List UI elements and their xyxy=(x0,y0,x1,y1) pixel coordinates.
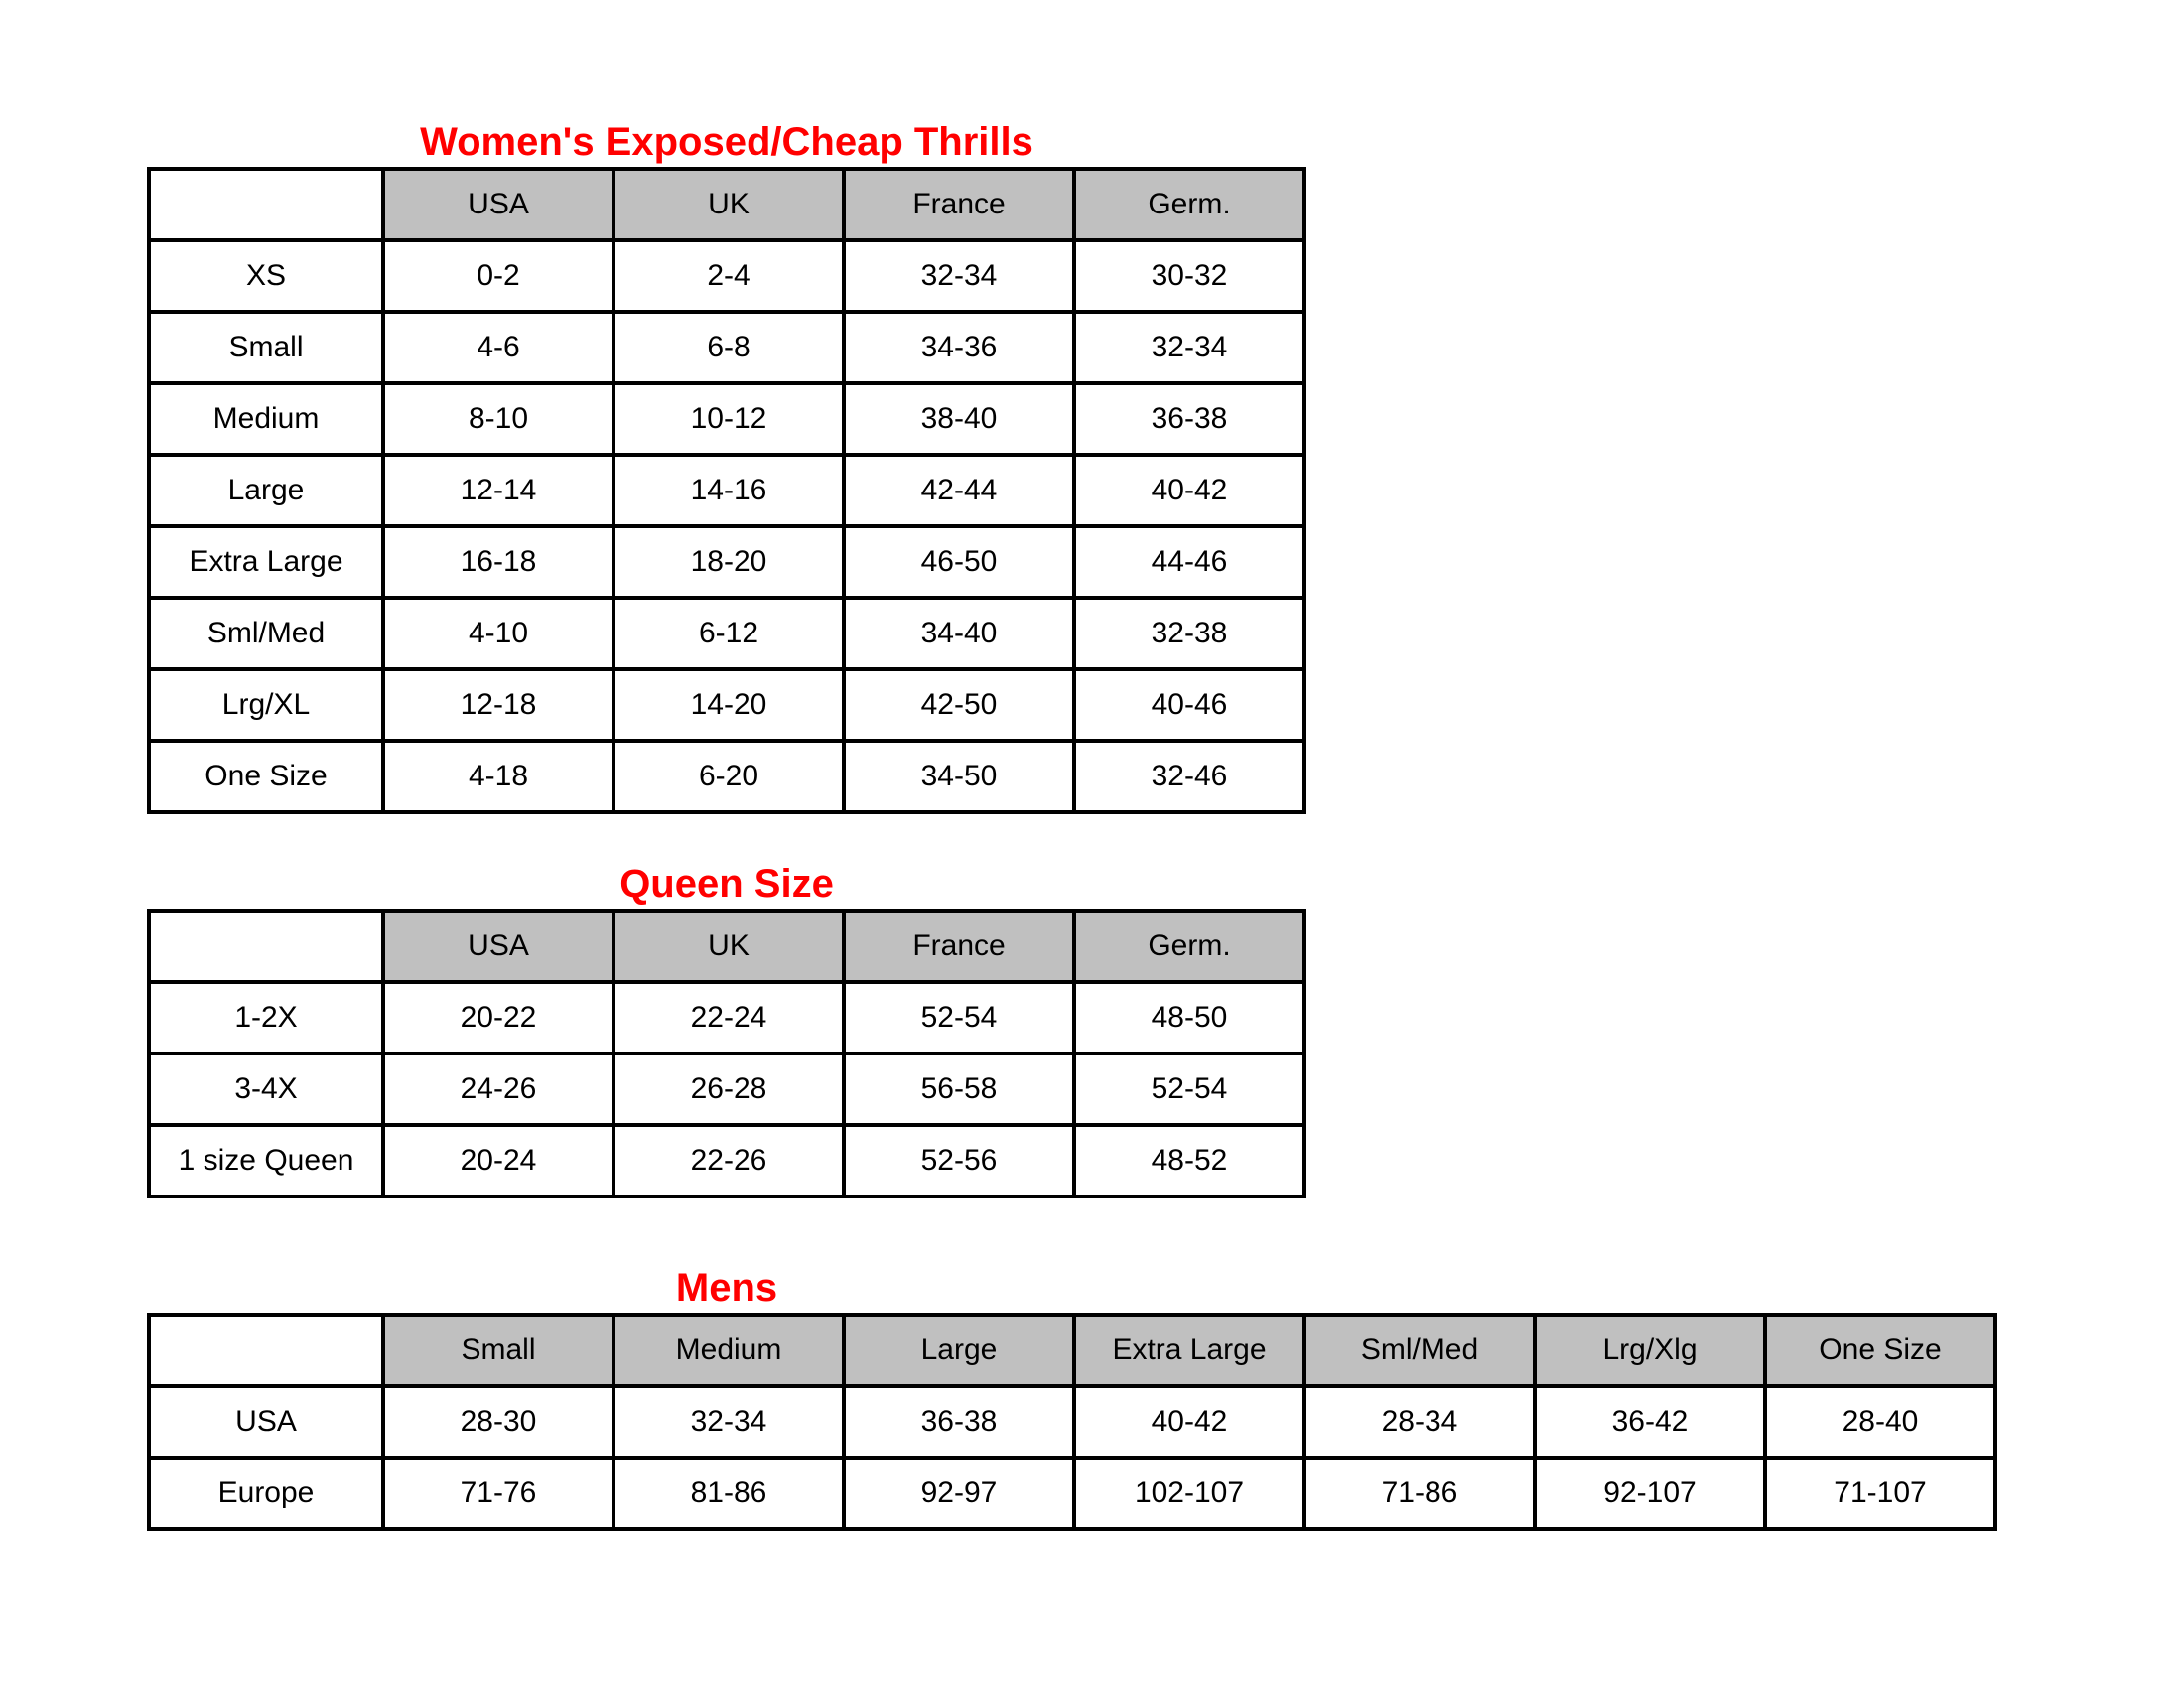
size-value-cell: 18-20 xyxy=(614,526,844,598)
size-value-cell: 4-6 xyxy=(383,312,614,383)
size-value-cell: 28-30 xyxy=(383,1386,614,1458)
size-value-cell: 102-107 xyxy=(1074,1458,1304,1529)
size-value-cell: 52-54 xyxy=(844,982,1074,1054)
column-header: UK xyxy=(614,911,844,982)
row-label: Extra Large xyxy=(149,526,383,598)
size-value-cell: 92-107 xyxy=(1535,1458,1765,1529)
size-value-cell: 28-40 xyxy=(1765,1386,1995,1458)
size-value-cell: 34-40 xyxy=(844,598,1074,669)
size-value-cell: 40-42 xyxy=(1074,1386,1304,1458)
size-value-cell: 12-18 xyxy=(383,669,614,741)
size-value-cell: 32-34 xyxy=(844,240,1074,312)
size-value-cell: 4-10 xyxy=(383,598,614,669)
row-label: 1-2X xyxy=(149,982,383,1054)
table-row xyxy=(149,1125,1304,1196)
column-header: Germ. xyxy=(1074,169,1304,240)
row-label: Lrg/XL xyxy=(149,669,383,741)
size-value-cell: 8-10 xyxy=(383,383,614,455)
size-value-cell: 30-32 xyxy=(1074,240,1304,312)
row-label: One Size xyxy=(149,741,383,812)
column-header: Small xyxy=(383,1315,614,1386)
header-row xyxy=(149,1315,1995,1386)
table-row xyxy=(149,240,1304,312)
corner-spacer xyxy=(149,1315,383,1386)
table-row xyxy=(149,1458,1995,1529)
size-value-cell: 40-42 xyxy=(1074,455,1304,526)
row-label: 1 size Queen xyxy=(149,1125,383,1196)
row-label: Small xyxy=(149,312,383,383)
size-value-cell: 6-8 xyxy=(614,312,844,383)
column-header: Large xyxy=(844,1315,1074,1386)
size-value-cell: 81-86 xyxy=(614,1458,844,1529)
mens-size-table xyxy=(147,1313,1997,1531)
row-label: Large xyxy=(149,455,383,526)
size-value-cell: 22-24 xyxy=(614,982,844,1054)
header-row xyxy=(149,911,1304,982)
size-value-cell: 48-50 xyxy=(1074,982,1304,1054)
size-value-cell: 32-34 xyxy=(614,1386,844,1458)
size-value-cell: 6-20 xyxy=(614,741,844,812)
size-value-cell: 52-54 xyxy=(1074,1054,1304,1125)
womens-size-section xyxy=(147,117,1306,814)
mens-size-section xyxy=(147,1263,1997,1531)
size-value-cell: 42-50 xyxy=(844,669,1074,741)
size-value-cell: 20-22 xyxy=(383,982,614,1054)
row-label: USA xyxy=(149,1386,383,1458)
size-value-cell: 71-86 xyxy=(1304,1458,1535,1529)
size-value-cell: 34-50 xyxy=(844,741,1074,812)
size-value-cell: 24-26 xyxy=(383,1054,614,1125)
size-value-cell: 32-38 xyxy=(1074,598,1304,669)
column-header: Extra Large xyxy=(1074,1315,1304,1386)
table-row xyxy=(149,1054,1304,1125)
size-value-cell: 10-12 xyxy=(614,383,844,455)
size-value-cell: 38-40 xyxy=(844,383,1074,455)
size-value-cell: 48-52 xyxy=(1074,1125,1304,1196)
size-value-cell: 6-12 xyxy=(614,598,844,669)
size-value-cell: 52-56 xyxy=(844,1125,1074,1196)
size-value-cell: 36-38 xyxy=(1074,383,1304,455)
table-row xyxy=(149,383,1304,455)
size-value-cell: 2-4 xyxy=(614,240,844,312)
table-row xyxy=(149,598,1304,669)
size-value-cell: 36-42 xyxy=(1535,1386,1765,1458)
size-value-cell: 32-34 xyxy=(1074,312,1304,383)
size-value-cell: 0-2 xyxy=(383,240,614,312)
column-header: Lrg/Xlg xyxy=(1535,1315,1765,1386)
row-label: Medium xyxy=(149,383,383,455)
column-header: UK xyxy=(614,169,844,240)
column-header: One Size xyxy=(1765,1315,1995,1386)
column-header: USA xyxy=(383,169,614,240)
header-row xyxy=(149,169,1304,240)
column-header: France xyxy=(844,169,1074,240)
queen-table-title: Queen Size xyxy=(619,862,834,906)
size-value-cell: 46-50 xyxy=(844,526,1074,598)
size-value-cell: 44-46 xyxy=(1074,526,1304,598)
table-row xyxy=(149,455,1304,526)
queen-size-table xyxy=(147,909,1306,1198)
size-value-cell: 32-46 xyxy=(1074,741,1304,812)
queen-size-section xyxy=(147,859,1306,1198)
table-row xyxy=(149,1386,1995,1458)
corner-spacer xyxy=(149,911,383,982)
size-value-cell: 71-76 xyxy=(383,1458,614,1529)
column-header: Sml/Med xyxy=(1304,1315,1535,1386)
column-header: Medium xyxy=(614,1315,844,1386)
size-value-cell: 36-38 xyxy=(844,1386,1074,1458)
womens-size-table xyxy=(147,167,1306,814)
table-row xyxy=(149,312,1304,383)
mens-table-title: Mens xyxy=(675,1266,778,1310)
size-value-cell: 40-46 xyxy=(1074,669,1304,741)
row-label: Sml/Med xyxy=(149,598,383,669)
size-value-cell: 28-34 xyxy=(1304,1386,1535,1458)
column-header: France xyxy=(844,911,1074,982)
size-value-cell: 20-24 xyxy=(383,1125,614,1196)
corner-spacer xyxy=(149,169,383,240)
size-value-cell: 22-26 xyxy=(614,1125,844,1196)
row-label: 3-4X xyxy=(149,1054,383,1125)
size-value-cell: 26-28 xyxy=(614,1054,844,1125)
size-value-cell: 42-44 xyxy=(844,455,1074,526)
size-value-cell: 16-18 xyxy=(383,526,614,598)
column-header: Germ. xyxy=(1074,911,1304,982)
table-row xyxy=(149,526,1304,598)
size-value-cell: 14-16 xyxy=(614,455,844,526)
size-value-cell: 12-14 xyxy=(383,455,614,526)
row-label: XS xyxy=(149,240,383,312)
table-row xyxy=(149,669,1304,741)
womens-table-title: Women's Exposed/Cheap Thrills xyxy=(420,120,1033,164)
size-value-cell: 4-18 xyxy=(383,741,614,812)
size-value-cell: 71-107 xyxy=(1765,1458,1995,1529)
table-row xyxy=(149,741,1304,812)
row-label: Europe xyxy=(149,1458,383,1529)
size-value-cell: 34-36 xyxy=(844,312,1074,383)
size-value-cell: 56-58 xyxy=(844,1054,1074,1125)
column-header: USA xyxy=(383,911,614,982)
size-value-cell: 92-97 xyxy=(844,1458,1074,1529)
table-row xyxy=(149,982,1304,1054)
size-value-cell: 14-20 xyxy=(614,669,844,741)
